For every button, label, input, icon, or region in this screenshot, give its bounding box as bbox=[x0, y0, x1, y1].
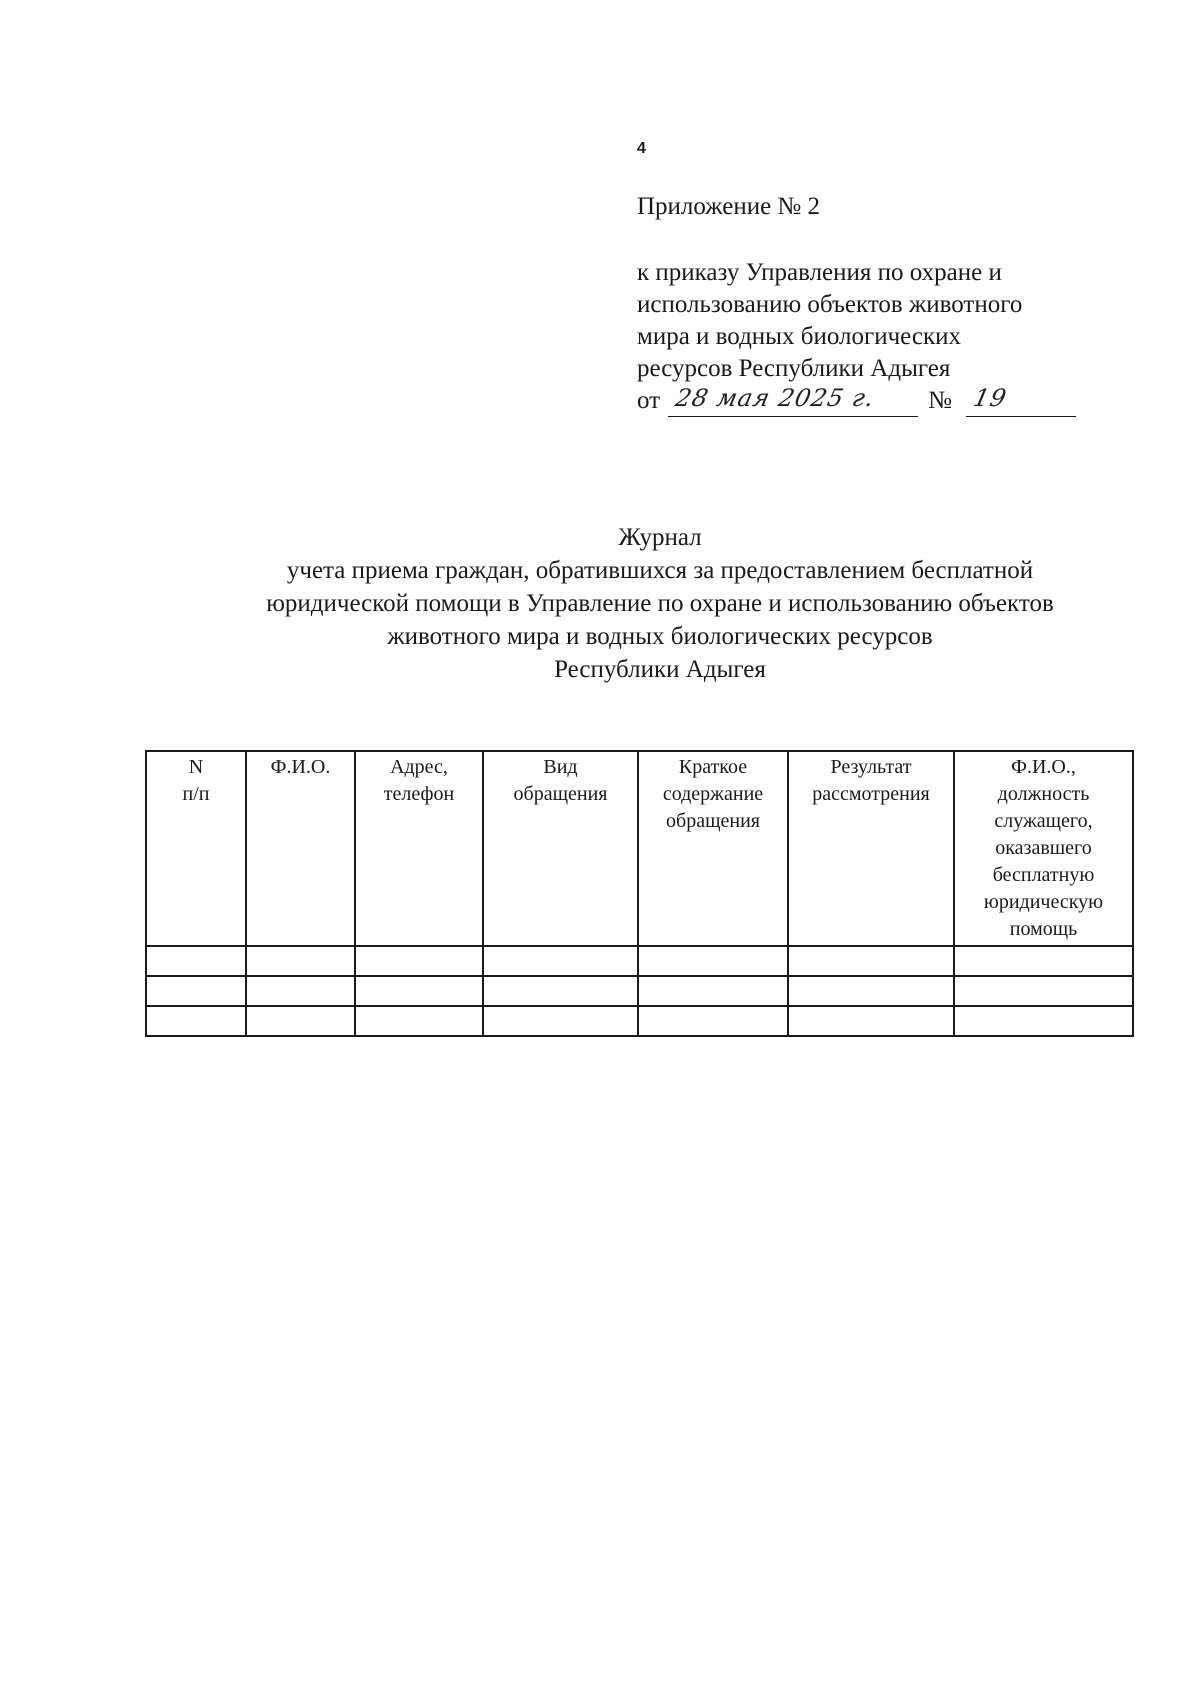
table-header-cell bbox=[146, 751, 246, 946]
register-table bbox=[145, 750, 1134, 1037]
header-text-line: Результат bbox=[830, 756, 912, 778]
handwritten-date: 28 мая 2025 г. bbox=[673, 384, 878, 412]
table-cell bbox=[954, 946, 1133, 976]
table-cell bbox=[638, 946, 788, 976]
number-prefix: № bbox=[928, 387, 952, 414]
table-cell bbox=[788, 976, 954, 1006]
journal-subtitle-line: животного мира и водных биологических ресурсов bbox=[387, 623, 933, 650]
header-text-line: обращения bbox=[513, 783, 608, 805]
table-header-cell bbox=[246, 751, 355, 946]
table-cell bbox=[483, 1006, 638, 1036]
appendix-order-text bbox=[637, 257, 1117, 385]
table-cell bbox=[483, 976, 638, 1006]
header-text-line: Краткое bbox=[678, 756, 748, 778]
journal-title: Журнал bbox=[618, 524, 702, 551]
date-prefix: от bbox=[637, 387, 661, 414]
header-text-line: должность bbox=[997, 783, 1090, 805]
header-text-line: обращения bbox=[666, 810, 760, 832]
table-cell bbox=[355, 1006, 483, 1036]
table-header-cell bbox=[638, 751, 788, 946]
appendix-order-line: ресурсов Республики Адыгея bbox=[637, 355, 951, 382]
appendix-order-line: к приказу Управления по охране и bbox=[637, 259, 1002, 286]
header-text-line: рассмотрения bbox=[812, 783, 930, 805]
table-cell bbox=[246, 1006, 355, 1036]
header-text-line: N bbox=[188, 756, 204, 778]
appendix-date-row bbox=[637, 385, 1117, 417]
table-header-cell bbox=[355, 751, 483, 946]
header-text-line: Ф.И.О. bbox=[270, 756, 331, 778]
date-field bbox=[668, 386, 918, 417]
table-header-cell bbox=[788, 751, 954, 946]
table-cell bbox=[246, 946, 355, 976]
header-text-line: Адрес, bbox=[390, 756, 448, 778]
table-row bbox=[146, 946, 1133, 976]
appendix-order-line: использованию объектов животного bbox=[637, 291, 1023, 318]
table-cell bbox=[954, 976, 1133, 1006]
header-text-line: оказавшего bbox=[995, 837, 1092, 859]
table-row bbox=[146, 1006, 1133, 1036]
header-text-line: юридическую bbox=[983, 891, 1104, 913]
journal-subtitle-line: юридической помощи в Управление по охране и использованию объектов bbox=[266, 590, 1054, 617]
table-body bbox=[146, 946, 1133, 1036]
table-row bbox=[146, 976, 1133, 1006]
header-text-line: служащего, bbox=[994, 810, 1093, 832]
table-cell bbox=[355, 946, 483, 976]
appendix-title: Приложение № 2 bbox=[637, 193, 821, 220]
page-number: 4 bbox=[637, 140, 646, 157]
table-cell bbox=[146, 1006, 246, 1036]
header-text-line: Ф.И.О., bbox=[1011, 756, 1076, 778]
appendix-order-line: мира и водных биологических bbox=[637, 323, 962, 350]
table-cell bbox=[483, 946, 638, 976]
table-cell bbox=[788, 946, 954, 976]
table-cell bbox=[638, 976, 788, 1006]
header-text-line: бесплатную bbox=[992, 864, 1095, 886]
table-cell bbox=[954, 1006, 1133, 1036]
journal-subtitle-line: Республики Адыгея bbox=[554, 656, 766, 683]
journal-heading bbox=[160, 521, 1160, 686]
table-cell bbox=[638, 1006, 788, 1036]
table-cell bbox=[355, 976, 483, 1006]
header-text-line: телефон bbox=[383, 783, 455, 805]
table-cell bbox=[146, 976, 246, 1006]
table-header-row bbox=[146, 751, 1133, 946]
table-cell bbox=[788, 1006, 954, 1036]
table-cell bbox=[246, 976, 355, 1006]
header-text-line: содержание bbox=[662, 783, 764, 805]
header-text-line: Вид bbox=[543, 756, 578, 778]
table-header-cell bbox=[954, 751, 1133, 946]
journal-subtitle-line: учета приема граждан, обратившихся за предоставлением бесплатной bbox=[286, 557, 1034, 584]
table-header-cell bbox=[483, 751, 638, 946]
handwritten-number: 19 bbox=[970, 384, 1010, 412]
header-text-line: помощь bbox=[1009, 918, 1078, 940]
appendix-block bbox=[637, 191, 1117, 417]
table-cell bbox=[146, 946, 246, 976]
header-text-line: п/п bbox=[182, 783, 210, 805]
number-field bbox=[966, 386, 1076, 417]
